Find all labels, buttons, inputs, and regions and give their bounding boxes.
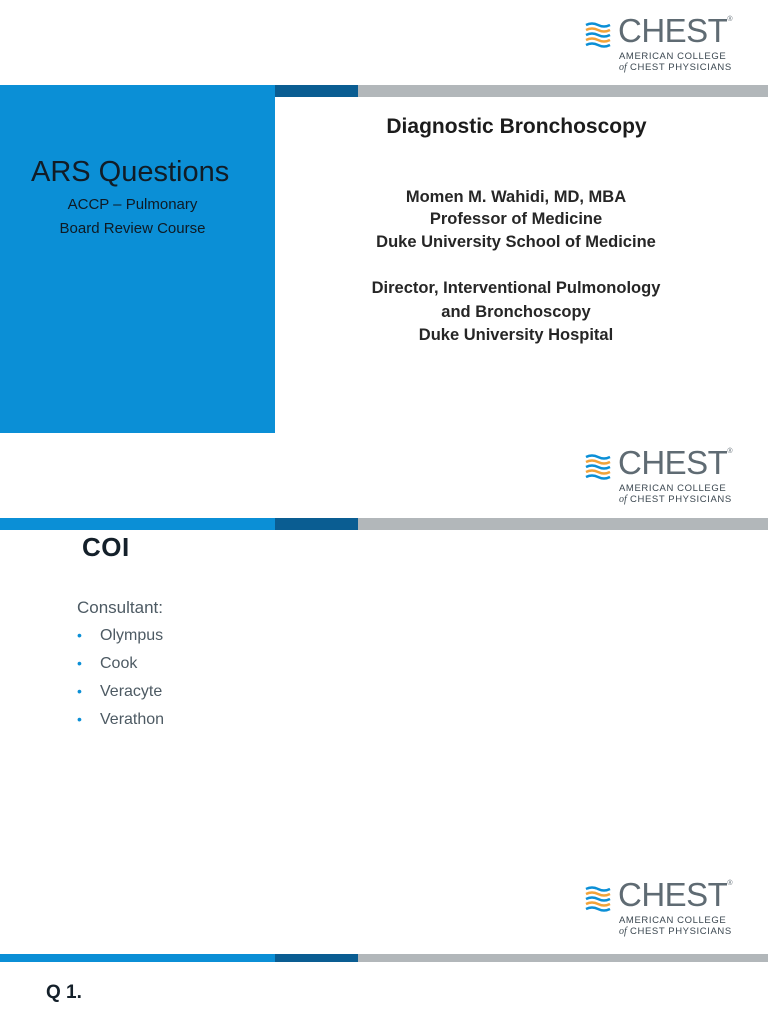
logo-wordmark: CHEST®	[618, 444, 733, 481]
chest-logo	[584, 444, 744, 506]
coi-title: COI	[82, 532, 130, 562]
speaker-hospital: Duke University Hospital	[418, 326, 614, 344]
speaker-name: Momen M. Wahidi, MD, MBA	[405, 188, 627, 206]
bullet-icon: •	[77, 627, 82, 643]
section-title: ARS Questions	[31, 156, 230, 188]
speaker-title: Professor of Medicine	[429, 210, 603, 228]
list-item: • Verathon	[77, 711, 165, 728]
logo-wordmark: CHEST®	[618, 876, 733, 913]
consultant-label: Consultant:	[77, 598, 163, 617]
divider-strip	[0, 85, 768, 97]
logo-line-1: AMERICAN COLLEGE	[619, 915, 727, 926]
chest-logo-icon	[584, 452, 614, 482]
speaker-role: Director, Interventional Pulmonology	[371, 279, 661, 297]
slide-coi	[0, 518, 768, 954]
bullet-icon: •	[77, 655, 82, 671]
logo-wordmark: CHEST®	[618, 12, 733, 49]
question-title: Q 1.	[46, 982, 82, 1003]
list-item: • Olympus	[77, 627, 164, 644]
logo-line-1: AMERICAN COLLEGE	[619, 483, 727, 494]
talk-title: Diagnostic Bronchoscopy	[386, 115, 647, 138]
speaker-role-cont: and Bronchoscopy	[441, 303, 591, 321]
logo-line-2: of CHEST PHYSICIANS	[619, 62, 732, 73]
list-item: • Veracyte	[77, 683, 163, 700]
section-subtitle-2: Board Review Course	[59, 220, 206, 237]
speaker-school: Duke University School of Medicine	[376, 233, 656, 251]
divider-strip	[0, 954, 768, 962]
logo-line-2: of CHEST PHYSICIANS	[619, 494, 732, 505]
section-panel	[0, 97, 275, 433]
chest-logo-icon	[584, 20, 614, 50]
logo-line-2: of CHEST PHYSICIANS	[619, 926, 732, 937]
section-subtitle-1: ACCP – Pulmonary	[67, 196, 198, 213]
divider-strip	[0, 518, 768, 530]
bullet-icon: •	[77, 711, 82, 727]
list-item: • Cook	[77, 655, 138, 672]
logo-line-1: AMERICAN COLLEGE	[619, 51, 727, 62]
chest-logo	[584, 876, 744, 938]
slide-question	[0, 954, 768, 1024]
chest-logo-icon	[584, 884, 614, 914]
chest-logo	[584, 12, 744, 74]
bullet-icon: •	[77, 683, 82, 699]
